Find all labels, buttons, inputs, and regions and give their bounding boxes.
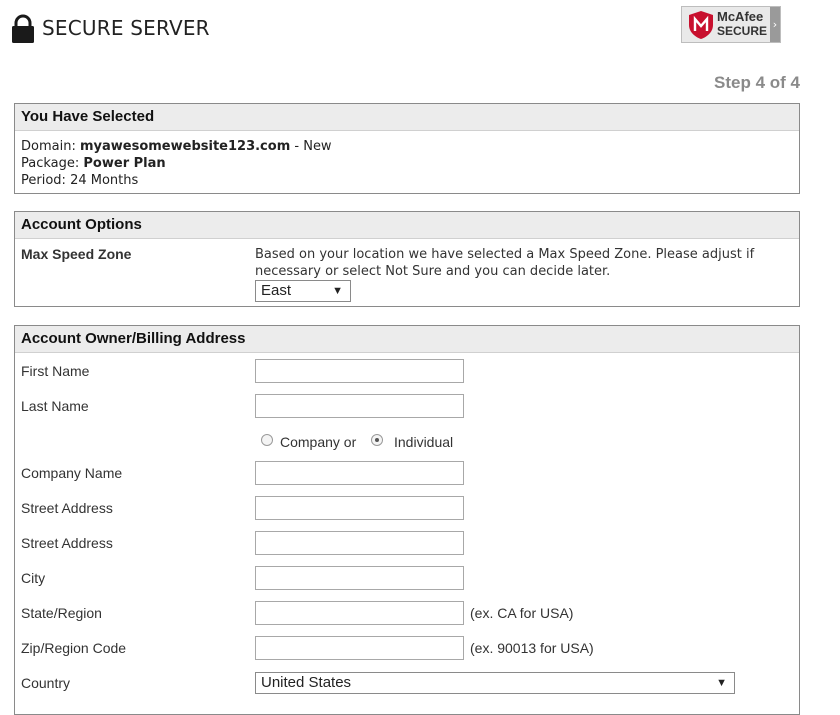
country-select[interactable]: [255, 672, 735, 694]
lock-icon: [11, 14, 35, 43]
company-radio[interactable]: [261, 434, 273, 446]
street-address-2-label: Street Address: [21, 535, 113, 551]
chevron-right-icon: ›: [770, 7, 780, 42]
domain-line: [21, 138, 793, 155]
top-bar: [0, 0, 840, 60]
secure-server-label: SECURE SERVER: [42, 16, 210, 40]
state-hint: (ex. CA for USA): [470, 605, 574, 621]
max-speed-zone-value: East: [261, 282, 292, 299]
last-name-label: Last Name: [21, 398, 89, 414]
mcafee-secure-badge[interactable]: [681, 6, 781, 43]
company-name-label: Company Name: [21, 465, 123, 481]
last-name-input[interactable]: [255, 394, 464, 418]
panel-title: Account Owner/Billing Address: [15, 326, 799, 353]
mcafee-brand: McAfee: [717, 9, 764, 24]
city-label: City: [21, 570, 46, 586]
zip-hint: (ex. 90013 for USA): [470, 640, 594, 656]
max-speed-zone-description: Based on your location we have selected a Max Speed Zone. Please adjust if necessary or select Not Sure and you can decide later.: [255, 247, 755, 279]
first-name-input[interactable]: [255, 359, 464, 383]
domain-label: Domain:: [21, 139, 76, 154]
dropdown-caret-icon: ▼: [716, 677, 727, 689]
domain-value: myawesomewebsite123.com: [79, 139, 291, 154]
period-line: [21, 172, 793, 189]
package-value: Power Plan: [83, 156, 166, 171]
selection-summary-panel: [14, 103, 800, 194]
max-speed-zone-select[interactable]: [255, 280, 351, 302]
individual-radio[interactable]: [371, 434, 383, 446]
mcafee-secure-text: SECURE: [717, 24, 768, 38]
individual-radio-label: Individual: [394, 434, 454, 450]
city-input[interactable]: [255, 566, 464, 590]
account-options-panel: [14, 211, 800, 307]
state-region-label: State/Region: [21, 605, 102, 621]
company-radio-label: Company or: [280, 434, 357, 450]
company-name-input[interactable]: [255, 461, 464, 485]
street-address-input[interactable]: [255, 496, 464, 520]
country-label: Country: [21, 675, 71, 691]
dropdown-caret-icon: ▼: [332, 285, 343, 297]
street-address-label: Street Address: [21, 500, 113, 516]
panel-title: Account Options: [15, 212, 799, 239]
state-region-input[interactable]: [255, 601, 464, 625]
mcafee-shield-icon: [687, 10, 715, 40]
billing-address-panel: [14, 325, 800, 715]
panel-title: You Have Selected: [15, 104, 799, 131]
max-speed-zone-label: Max Speed Zone: [21, 246, 132, 262]
country-value: United States: [261, 674, 352, 691]
zip-code-input[interactable]: [255, 636, 464, 660]
zip-code-label: Zip/Region Code: [21, 640, 127, 656]
package-label: Package:: [21, 156, 80, 171]
package-line: [21, 155, 793, 172]
period-label: Period:: [21, 173, 66, 188]
domain-status: - New: [294, 139, 332, 154]
street-address-2-input[interactable]: [255, 531, 464, 555]
step-indicator: Step 4 of 4: [714, 73, 800, 92]
first-name-label: First Name: [21, 363, 90, 379]
period-value: 24 Months: [70, 173, 139, 188]
